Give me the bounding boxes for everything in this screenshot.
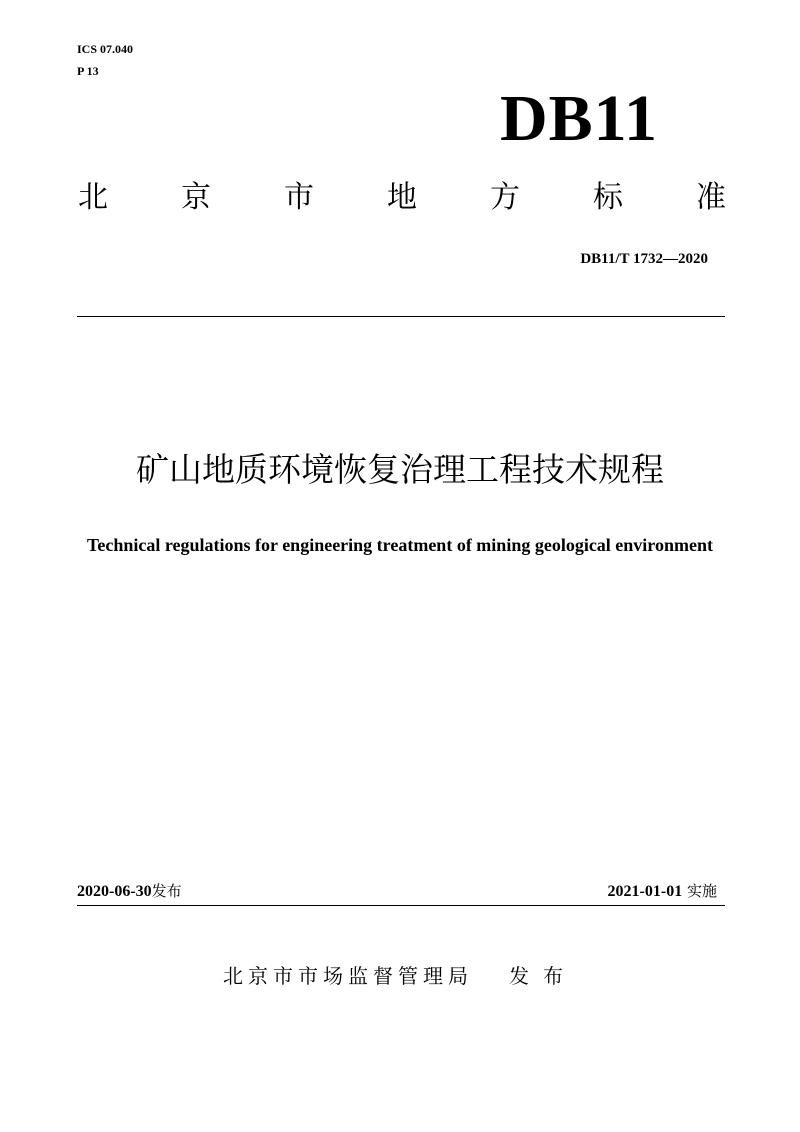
category-char: 标 [593, 180, 623, 215]
implementation-date: 2021-01-01 [607, 883, 683, 900]
standard-number: DB11/T 1732—2020 [580, 251, 708, 267]
issue-label: 发布 [151, 882, 182, 900]
ics-code: ICS 07.040 [77, 42, 134, 56]
english-title: Technical regulations for engineering treatment of mining geological environment [87, 535, 713, 555]
issue-date: 2020-06-30 [77, 883, 152, 900]
category-char: 方 [490, 180, 520, 215]
implementation-label: 实施 [686, 882, 717, 900]
issuing-organization: 北京市市场监督管理局 [223, 964, 473, 988]
category-char: 市 [284, 180, 314, 215]
issuer-line [0, 962, 800, 990]
category-char: 地 [387, 180, 417, 215]
chinese-title: 矿山地质环境恢复治理工程技术规程 [136, 450, 664, 489]
issuer-action: 发布 [509, 964, 577, 988]
top-divider [77, 316, 725, 317]
category-char: 京 [181, 180, 211, 215]
category-char: 北 [78, 180, 108, 215]
bottom-divider [77, 905, 725, 906]
category-char: 准 [696, 180, 726, 215]
standard-logo: DB11 [500, 82, 659, 155]
issue-date-line [77, 880, 182, 903]
implementation-date-line [608, 880, 717, 903]
ccs-code: P 13 [77, 64, 99, 78]
standard-category [78, 178, 726, 218]
